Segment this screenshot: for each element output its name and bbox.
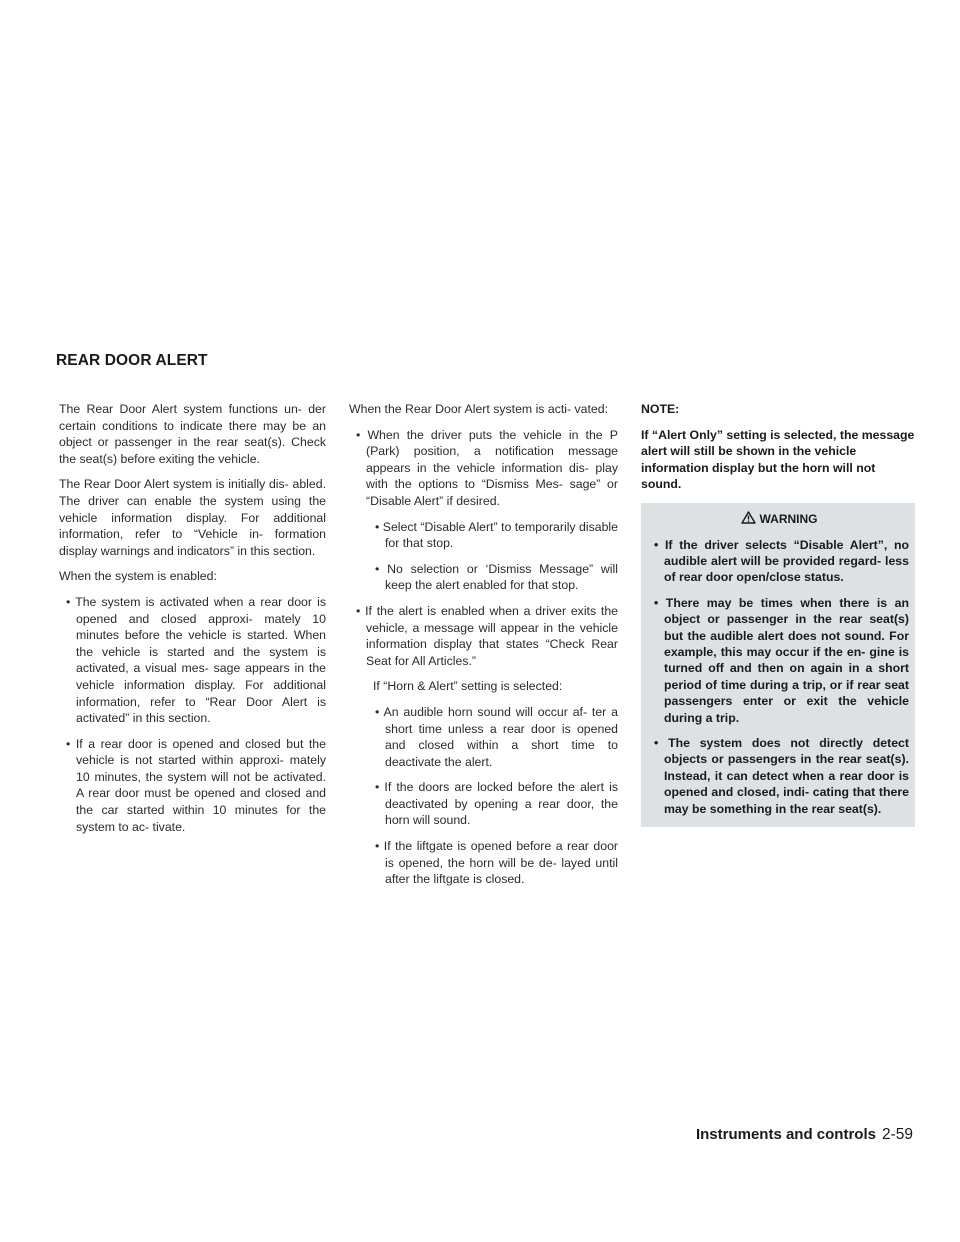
page-footer <box>696 1126 913 1144</box>
list-item: • When the driver puts the vehicle in the P (Park) position, a notification message appears in the vehicle information dis- play with the options to “Dismiss Mes- sage” or “Disable Alert” if desired. <box>356 427 618 508</box>
initial-state-paragraph: The Rear Door Alert system is initially dis- abled. The driver can enable the system using the vehicle information display. For additional information, refer to “Vehicle in- formation display warnings and indicators” in this section. <box>59 477 326 558</box>
warning-triangle-icon <box>741 511 756 529</box>
enabled-lead-in: When the system is enabled: <box>59 569 217 584</box>
list-item: • The system is activated when a rear door is opened and closed approxi- mately 10 minutes before the vehicle is started. When the vehicle is started and the system is activated, a visual mes- sage appears in the vehicle information display. For additional information, refer to “Rear Door Alert is activated” in this section. <box>66 594 326 726</box>
warning-item: • The system does not directly detect objects or passengers in the rear seat(s). Instead, it can detect when a rear door is opened and closed, indi- cating that there may be something in the rear seat(s). <box>654 736 909 816</box>
note-title: NOTE: <box>641 402 680 416</box>
intro-paragraph: The Rear Door Alert system functions un- der certain conditions to indicate there may be an object or passenger in the rear seat(s). Check the seat(s) before exiting the vehicle. <box>59 402 326 466</box>
sub-list-item: • An audible horn sound will occur af- ter a short time unless a rear door is opened and closed within a short time to deactivate the alert. <box>375 704 618 769</box>
list-item: • If the alert is enabled when a driver exits the vehicle, a message will appear in the vehicle information display that states “Check Rear Seat for All Articles.” <box>356 603 618 668</box>
section-heading: REAR DOOR ALERT <box>56 352 208 369</box>
sub-list-item: • If the doors are locked before the alert is deactivated by opening a rear door, the horn will sound. <box>375 780 618 828</box>
warning-title: WARNING <box>759 512 818 527</box>
sub-list-item: • Select “Disable Alert” to temporarily disable for that stop. <box>375 519 618 551</box>
activated-lead-in: When the Rear Door Alert system is acti- vated: <box>349 402 609 416</box>
note-text: If “Alert Only” setting is selected, the message alert will still be shown in the vehicle information display but the horn will not sound. <box>641 427 915 492</box>
sub-list-item: • If the liftgate is opened before a rear door is opened, the horn will be de- layed until after the liftgate is closed. <box>375 839 618 887</box>
page-number: 2-59 <box>881 1126 913 1143</box>
warning-item: • If the driver selects “Disable Alert”, no audible alert will be provided regard- less of rear door open/close status. <box>654 537 909 585</box>
warning-item: • There may be times when there is an object or passenger in the rear seat(s) but the audible alert does not sound. For example, this may occur if the en- gine is turned off and then on again in a short period of time during a trip, or if rear seat passengers enter or exit the vehicle during a trip. <box>654 595 909 725</box>
sub-list-item: • No selection or ‘Dismiss Message” will keep the alert enabled for that stop. <box>375 561 618 593</box>
column-left <box>59 401 326 844</box>
column-middle <box>349 401 618 897</box>
horn-alert-lead-in: If “Horn & Alert” setting is selected: <box>373 679 563 694</box>
warning-box <box>641 503 915 827</box>
footer-section-title: Instruments and controls <box>695 1126 876 1143</box>
warning-header <box>649 511 909 529</box>
list-item: • If a rear door is opened and closed but the vehicle is not started within approxi- mately 10 minutes, the system will not be activated. A rear door must be opened and closed and the car started within 10 minutes for the system to ac- tivate. <box>66 736 326 834</box>
column-right <box>641 401 915 827</box>
